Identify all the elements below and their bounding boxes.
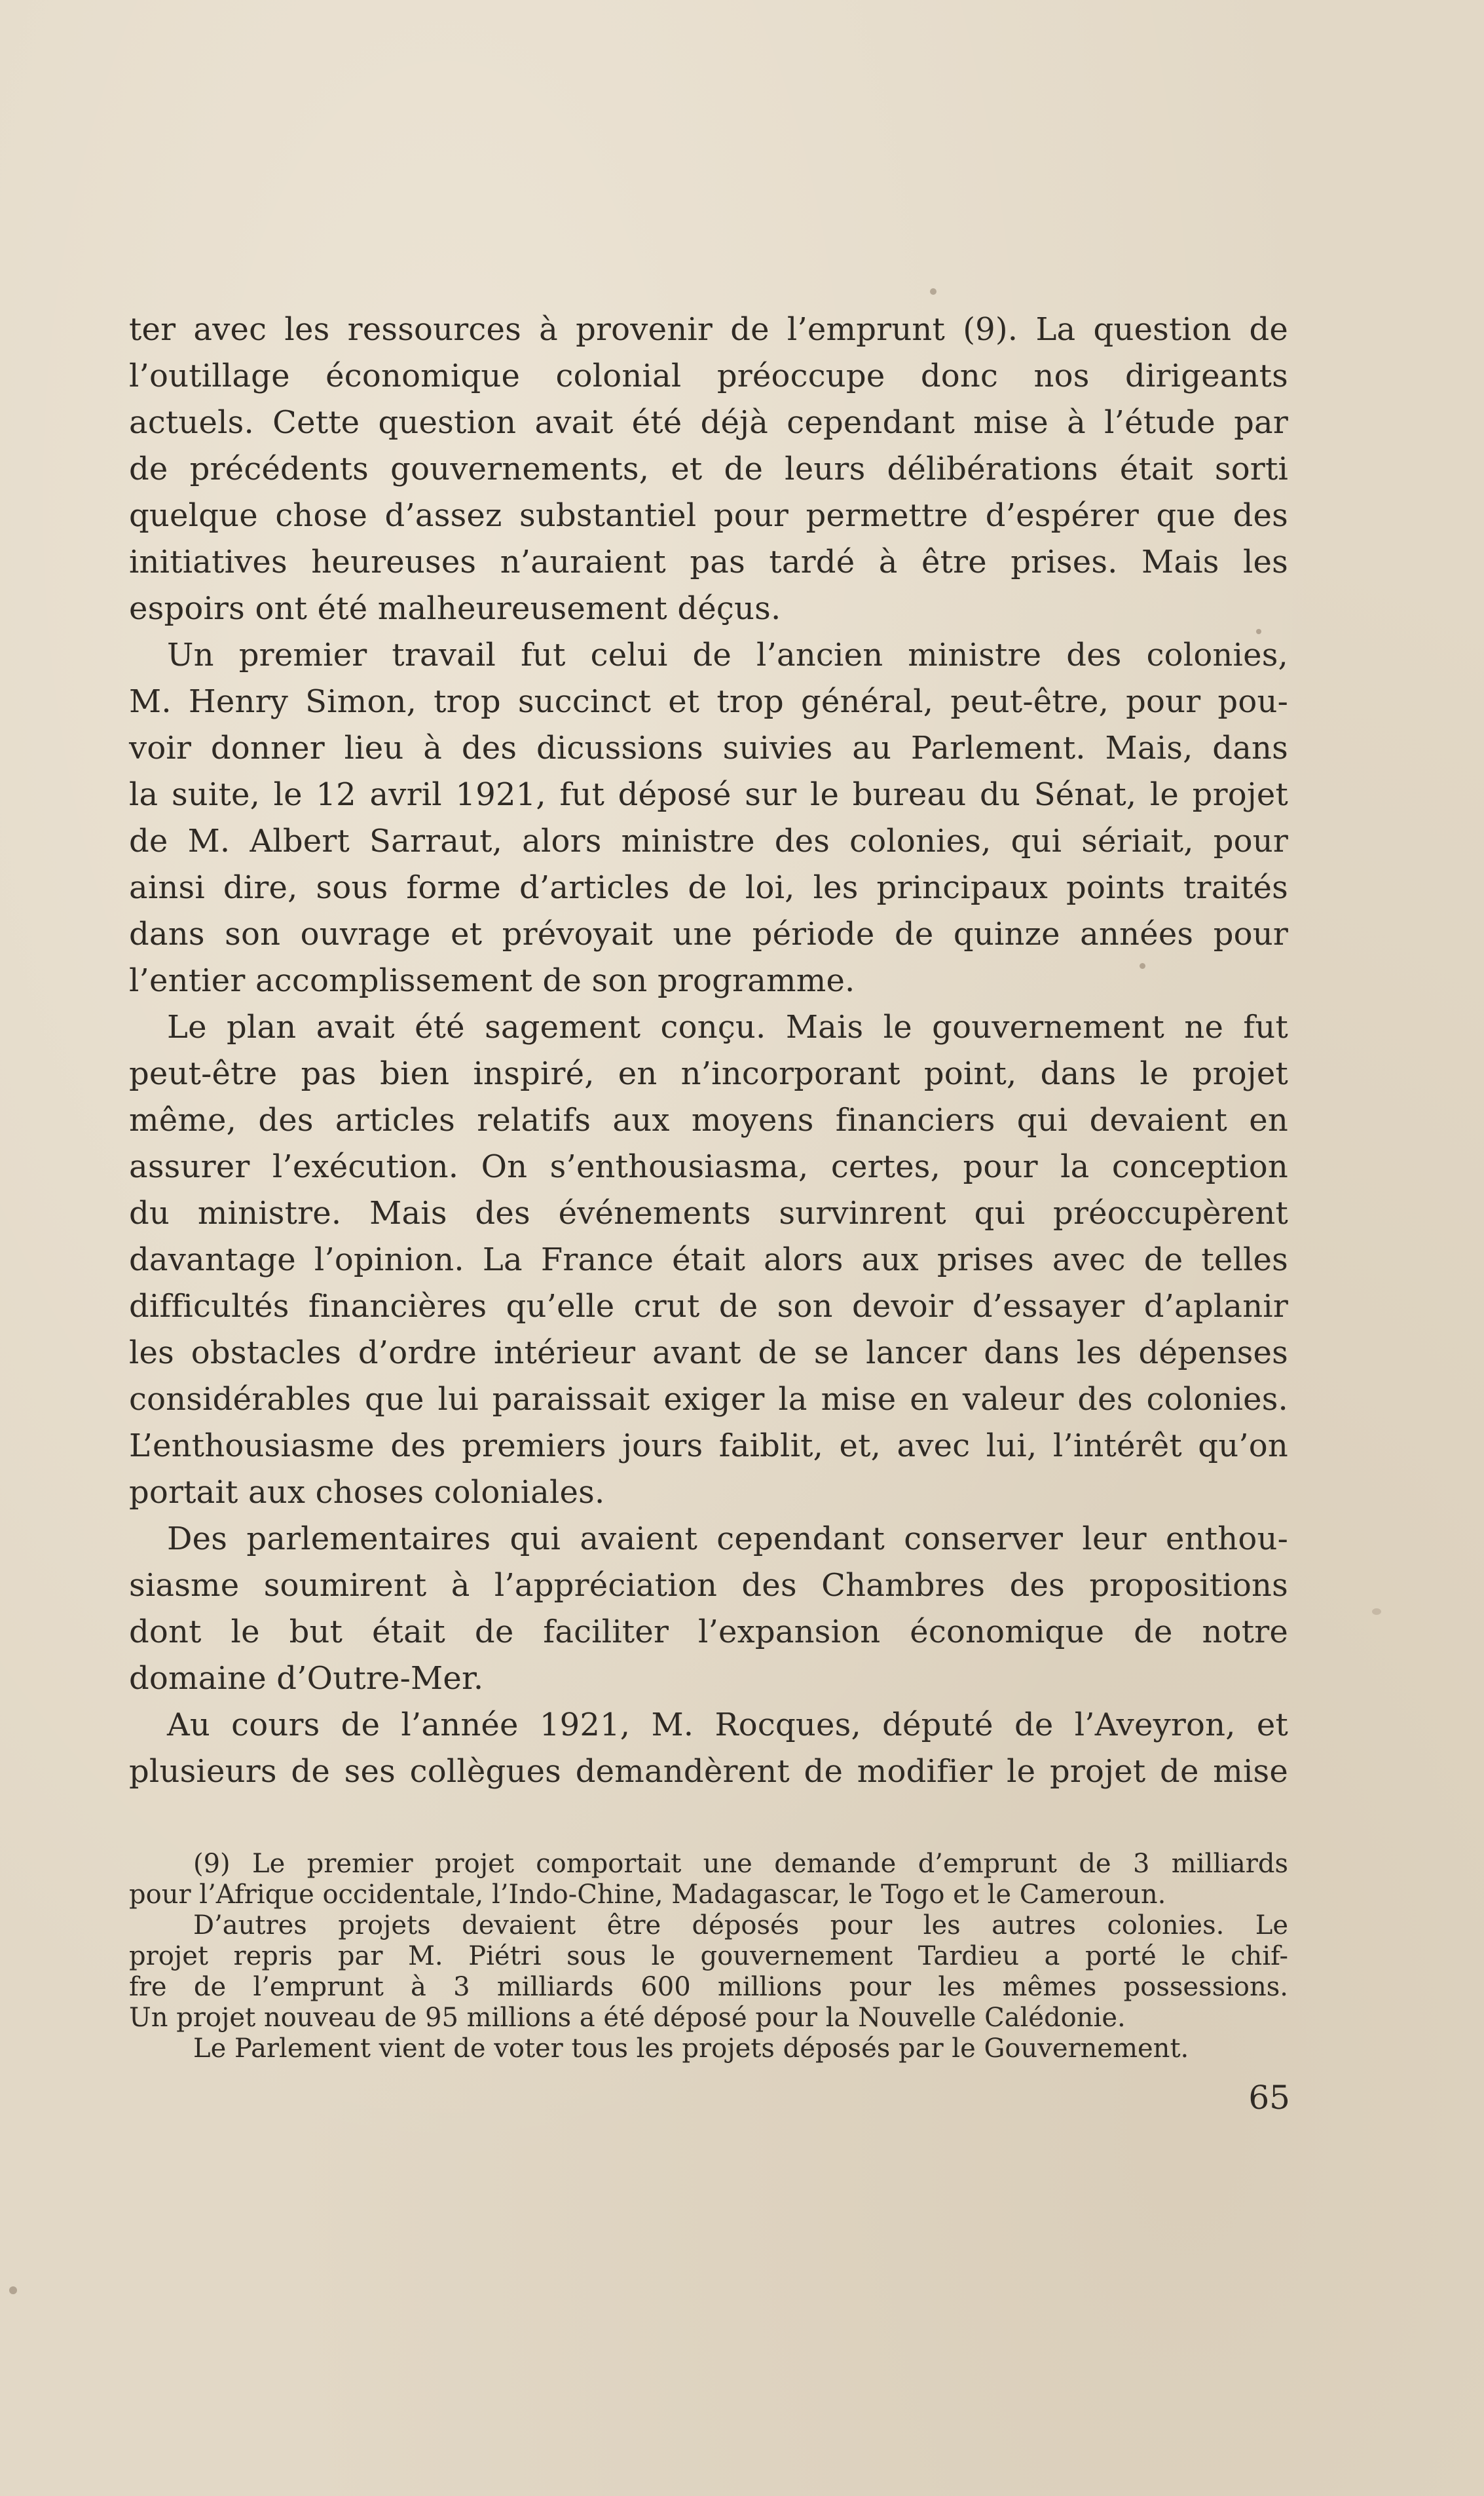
main-text (129, 307, 1288, 1795)
paper-speck (9, 2286, 17, 2294)
text-line: Le plan avait été sagement conçu. Mais le gouvernement ne fut (167, 1009, 1288, 1046)
text-line: ter avec les ressources à provenir de l’emprunt (9). La question de (129, 311, 1288, 348)
text-line: Le Parlement vient de voter tous les projets déposés par le Gouvernement. (193, 2033, 1189, 2064)
text-line: Un projet nouveau de 95 millions a été déposé pour la Nouvelle Calédonie. (129, 2003, 1126, 2033)
text-line: ainsi dire, sous forme d’articles de loi, les principaux points traités (129, 869, 1288, 906)
text-line: du ministre. Mais des événements survinrent qui préoccupèrent (129, 1195, 1288, 1232)
text-line: portait aux choses coloniales. (129, 1474, 605, 1511)
text-line: projet repris par M. Piétri sous le gouvernement Tardieu a porté le chif- (129, 1941, 1288, 1971)
text-line: Au cours de l’année 1921, M. Rocques, député de l’Aveyron, et (167, 1707, 1288, 1743)
text-line: Des parlementaires qui avaient cependant conserver leur enthou- (167, 1521, 1288, 1557)
text-line: initiatives heureuses n’auraient pas tardé à être prises. Mais les (129, 544, 1288, 580)
text-line: espoirs ont été malheureusement déçus. (129, 590, 781, 627)
paper-speck (930, 288, 937, 295)
text-line: Un premier travail fut celui de l’ancien ministre des colonies, (167, 637, 1288, 673)
text-line: siasme soumirent à l’appréciation des Chambres des propositions (129, 1567, 1288, 1604)
text-line: L’enthousiasme des premiers jours faiblit, et, avec lui, l’intérêt qu’on (129, 1428, 1288, 1464)
text-line: M. Henry Simon, trop succinct et trop général, peut-être, pour pou- (129, 683, 1288, 720)
paper-speck (1256, 629, 1261, 634)
text-line: quelque chose d’assez substantiel pour permettre d’espérer que des (129, 497, 1288, 534)
text-line: voir donner lieu à des dicussions suivies au Parlement. Mais, dans (129, 730, 1288, 766)
footnote (129, 1910, 1288, 2033)
paper-speck (1372, 1608, 1381, 1615)
paragraph (129, 632, 1288, 1004)
paper-speck (1140, 963, 1145, 969)
text-line: (9) Le premier projet comportait une demande d’emprunt de 3 milliards (193, 1849, 1288, 1879)
paragraph (129, 1004, 1288, 1516)
text-line: les obstacles d’ordre intérieur avant de se lancer dans les dépenses (129, 1334, 1288, 1371)
text-line: difficultés financières qu’elle crut de son devoir d’essayer d’aplanir (129, 1288, 1288, 1325)
paragraph (129, 307, 1288, 632)
footnotes (129, 1849, 1288, 2064)
text-line: l’entier accomplissement de son programme. (129, 962, 855, 999)
text-line: dont le but était de faciliter l’expansion économique de notre (129, 1614, 1288, 1650)
footnote (129, 2033, 1288, 2064)
text-line: actuels. Cette question avait été déjà cependant mise à l’étude par (129, 404, 1288, 441)
text-line: de précédents gouvernements, et de leurs délibérations était sorti (129, 451, 1288, 487)
footnote (129, 1849, 1288, 1910)
text-line: dans son ouvrage et prévoyait une période de quinze années pour (129, 916, 1288, 953)
paragraph (129, 1702, 1288, 1795)
paragraph (129, 1516, 1288, 1702)
text-line: davantage l’opinion. La France était alors aux prises avec de telles (129, 1241, 1288, 1278)
text-line: de M. Albert Sarraut, alors ministre des colonies, qui sériait, pour (129, 823, 1288, 860)
text-line: la suite, le 12 avril 1921, fut déposé sur le bureau du Sénat, le projet (129, 776, 1288, 813)
text-line: pour l’Afrique occidentale, l’Indo-Chine, Madagascar, le Togo et le Cameroun. (129, 1880, 1166, 1910)
text-line: même, des articles relatifs aux moyens financiers qui devaient en (129, 1102, 1288, 1139)
text-line: plusieurs de ses collègues demandèrent de modifier le projet de mise (129, 1753, 1288, 1790)
page-number: 65 (1248, 2079, 1290, 2117)
text-line: domaine d’Outre-Mer. (129, 1660, 484, 1697)
text-line: considérables que lui paraissait exiger la mise en valeur des colonies. (129, 1381, 1288, 1418)
text-line: D’autres projets devaient être déposés pour les autres colonies. Le (193, 1910, 1288, 1940)
text-line: assurer l’exécution. On s’enthousiasma, certes, pour la conception (129, 1148, 1288, 1185)
text-line: fre de l’emprunt à 3 milliards 600 millions pour les mêmes possessions. (129, 1972, 1288, 2002)
text-line: peut-être pas bien inspiré, en n’incorporant point, dans le projet (129, 1055, 1288, 1092)
text-line: l’outillage économique colonial préoccupe donc nos dirigeants (129, 358, 1288, 394)
